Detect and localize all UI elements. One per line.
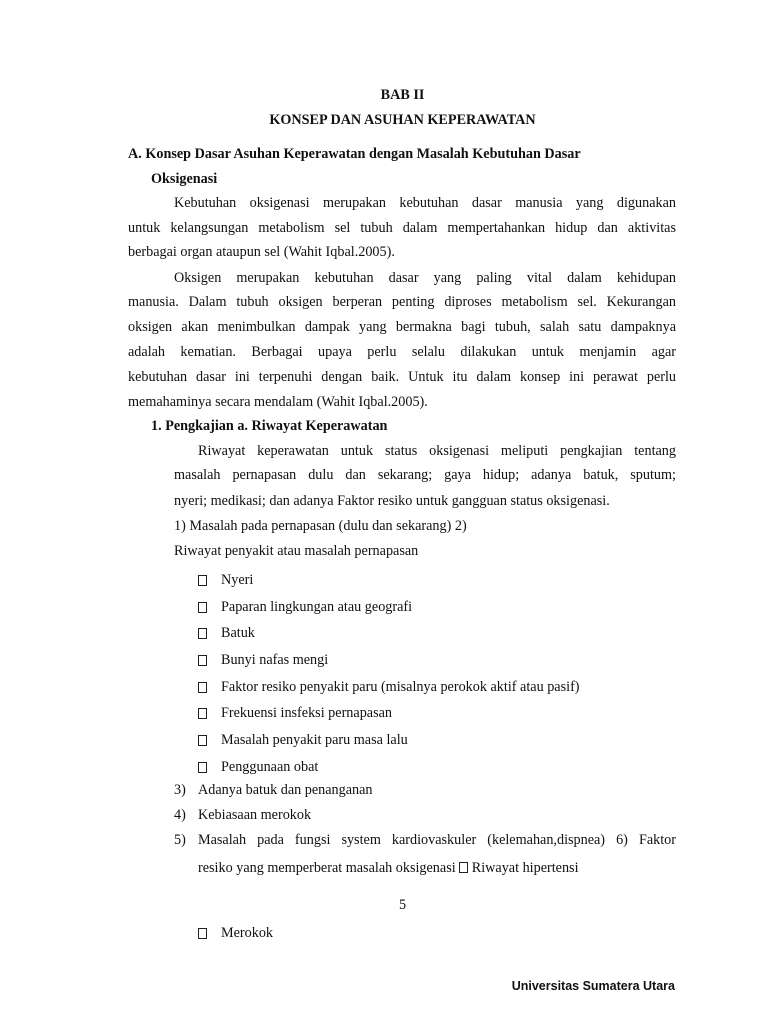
paragraph-line: Riwayat keperawatan untuk status oksigenasi meliputi pengkajian tentang bbox=[198, 443, 676, 459]
bullet-box-icon bbox=[198, 573, 207, 590]
bullet-item: Frekuensi insfeksi pernapasan bbox=[221, 705, 392, 721]
paragraph-line: Oksigen merupakan kebutuhan dasar yang paling vital dalam kehidupan bbox=[174, 270, 676, 286]
section-heading-cont: Oksigenasi bbox=[151, 171, 218, 187]
bullet-box-icon bbox=[198, 706, 207, 723]
paragraph-line: berbagai organ ataupun sel (Wahit Iqbal.2005). bbox=[128, 244, 395, 260]
bullet-box-icon bbox=[198, 760, 207, 777]
bullet-item: Masalah penyakit paru masa lalu bbox=[221, 732, 408, 748]
bullet-box-icon bbox=[198, 733, 207, 750]
bullet-item: Faktor resiko penyakit paru (misalnya perokok aktif atau pasif) bbox=[221, 679, 580, 695]
continuation-text: resiko yang memperberat masalah oksigenasi bbox=[198, 860, 456, 876]
list-number: 4) bbox=[174, 807, 186, 823]
bullet-item: Merokok bbox=[221, 925, 274, 941]
list-number: 5) bbox=[174, 832, 186, 848]
footer-institution: Universitas Sumatera Utara bbox=[511, 979, 675, 993]
bullet-item: Penggunaan obat bbox=[221, 759, 319, 775]
bullet-box-icon bbox=[198, 600, 207, 617]
paragraph-line: oksigen akan menimbulkan dampak yang bermakna bagi tubuh, salah satu dampaknya bbox=[128, 319, 676, 335]
continuation-text: Riwayat hipertensi bbox=[471, 860, 579, 876]
bullet-box-icon bbox=[198, 680, 207, 697]
list-item: Adanya batuk dan penanganan bbox=[198, 782, 373, 798]
section-heading: A. Konsep Dasar Asuhan Keperawatan dengan Masalah Kebutuhan Dasar bbox=[128, 146, 581, 162]
list-item: Masalah pada fungsi system kardiovaskuler (kelemahan,dispnea) 6) Faktor bbox=[198, 832, 676, 848]
list-item: Kebiasaan merokok bbox=[198, 807, 312, 823]
bullet-box-icon bbox=[198, 926, 207, 943]
bullet-box-icon bbox=[459, 862, 468, 873]
paragraph-line: adalah kematian. Berbagai upaya perlu selalu dilakukan untuk menjamin agar bbox=[128, 344, 676, 360]
bullet-item: Nyeri bbox=[221, 572, 254, 588]
list-number: 3) bbox=[174, 782, 186, 798]
paragraph-line: masalah pernapasan dulu dan sekarang; gaya hidup; adanya batuk, sputum; bbox=[174, 467, 676, 483]
paragraph-line: manusia. Dalam tubuh oksigen berperan penting diproses metabolism sel. Kekurangan bbox=[128, 294, 676, 310]
chapter-title: KONSEP DAN ASUHAN KEPERAWATAN bbox=[269, 112, 536, 128]
list-item: 1) Masalah pada pernapasan (dulu dan sekarang) 2) bbox=[174, 518, 467, 534]
bullet-item: Bunyi nafas mengi bbox=[221, 652, 329, 668]
subsection-heading: 1. Pengkajian a. Riwayat Keperawatan bbox=[151, 418, 388, 434]
bullet-item: Paparan lingkungan atau geografi bbox=[221, 599, 413, 615]
paragraph-line: kebutuhan dasar ini terpenuhi dengan baik. Untuk itu dalam konsep ini perawat perlu bbox=[128, 369, 676, 385]
bullet-box-icon bbox=[198, 626, 207, 643]
paragraph-line: untuk kelangsungan metabolism sel tubuh dalam mempertahankan hidup dan aktivitas bbox=[128, 220, 676, 236]
list-item-continuation bbox=[198, 860, 579, 877]
paragraph-line: memahaminya secara mendalam (Wahit Iqbal.2005). bbox=[128, 394, 428, 410]
chapter-label: BAB II bbox=[380, 87, 425, 103]
page-number: 5 bbox=[398, 897, 407, 913]
bullet-item: Batuk bbox=[221, 625, 255, 641]
paragraph-line: nyeri; medikasi; dan adanya Faktor resiko untuk gangguan status oksigenasi. bbox=[174, 493, 610, 509]
bullet-box-icon bbox=[198, 653, 207, 670]
paragraph-line: Kebutuhan oksigenasi merupakan kebutuhan dasar manusia yang digunakan bbox=[174, 195, 676, 211]
list-item: Riwayat penyakit atau masalah pernapasan bbox=[174, 543, 419, 559]
